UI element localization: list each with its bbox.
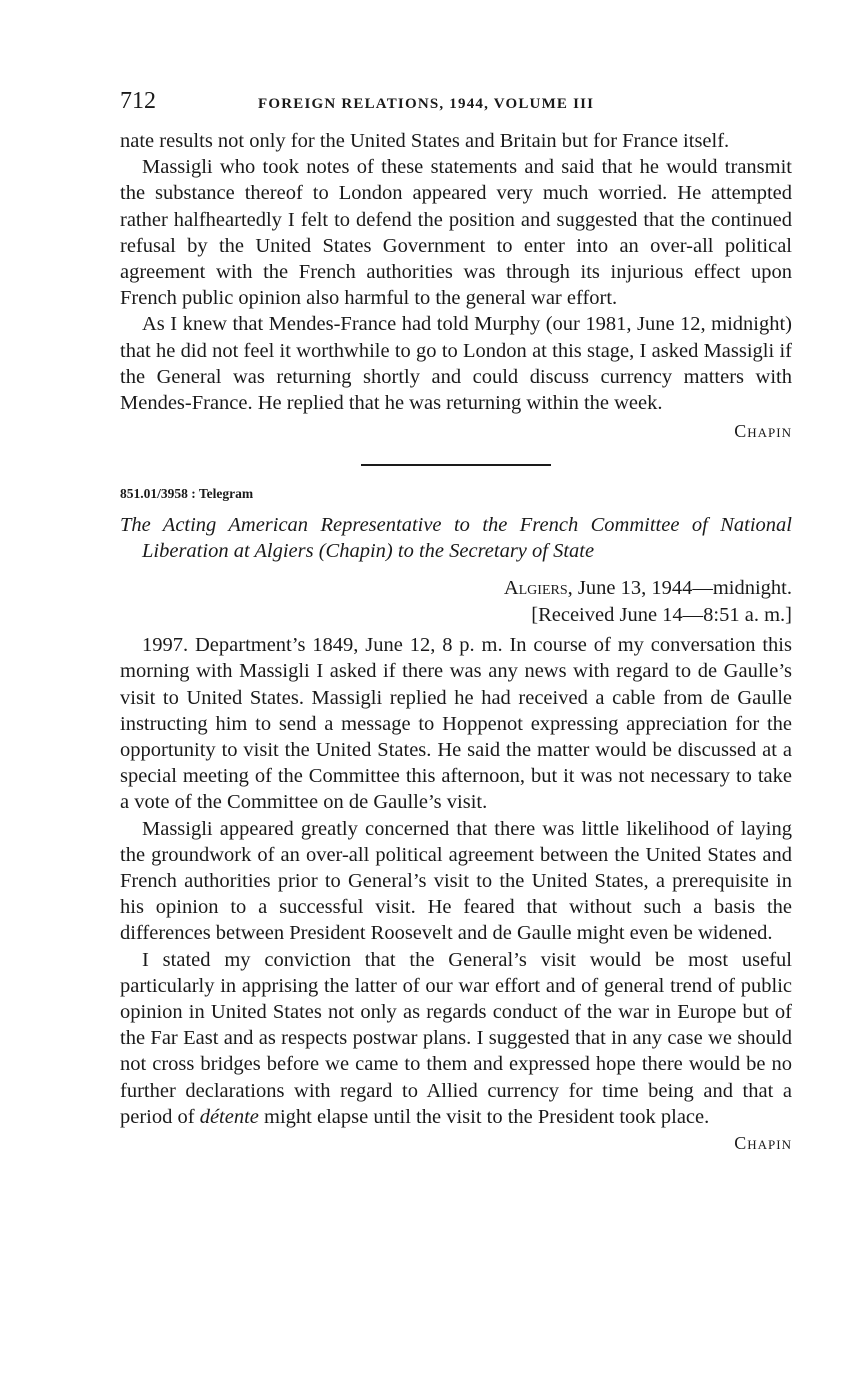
place-date-line bbox=[120, 575, 792, 602]
document-page bbox=[120, 88, 792, 1156]
conviction-text-start: I stated my conviction that the General’s visit would be most useful particularly in apprising the latter of our war effort and of general trend of public opinion in United States not only as regards conduct of the war in Europe but of the Far East and as respects postwar plans. I suggested that in any case we should not cross bridges before we came to them and expressed hope there would be no further declarations with regard to Allied currency for time being and that a period of bbox=[120, 948, 792, 1128]
paragraph-1997: 1997. Department’s 1849, June 12, 8 p. m. In course of my conversation this morning with Massigli I asked if there was any news with regard to de Gaulle’s visit to United States. Massigli replied he had received a cable from de Gaulle instructing him to send a message to Hoppenot expressing appreciation for the opportunity to visit the United States. He said the matter would be discussed at a special meeting of the Committee this afternoon, but it was not necessary to take a vote of the Committee on de Gaulle’s visit. bbox=[120, 634, 792, 814]
section-divider bbox=[361, 464, 551, 466]
detente-term: détente bbox=[199, 1105, 259, 1128]
running-title: FOREIGN RELATIONS, 1944, VOLUME III bbox=[258, 96, 595, 112]
document-title: The Acting American Representative to the French Committee of National Liberation at Algiers (Chapin) to the Secretary of State bbox=[120, 514, 792, 562]
file-reference: 851.01/3958 : Telegram bbox=[120, 486, 254, 502]
signature-chapin-1: Chapin bbox=[734, 421, 792, 442]
place: Algiers, bbox=[503, 577, 573, 600]
signature-chapin-2: Chapin bbox=[734, 1133, 792, 1154]
dateline bbox=[120, 575, 792, 628]
paragraph-massigli-notes: Massigli who took notes of these statements and said that he would transmit the substance thereof to London appeared very much worried. He attempted rather halfheartedly I felt to defend the position and suggested that the continued refusal by the United States Government to enter into an over-all political agreement with the French authorities was through its injurious effect upon French public opinion also harmful to the general war effort. bbox=[120, 156, 792, 310]
continuation-paragraph: nate results not only for the United States and Britain but for France itself. bbox=[120, 130, 730, 152]
running-header bbox=[120, 88, 792, 128]
paragraph-mendes-france: As I knew that Mendes-France had told Murphy (our 1981, June 12, midnight) that he did not feel it worthwhile to go to London at this stage, I asked Massigli if the General was returning shortly and could discuss currency matters with Mendes-France. He replied that he was returning within the week. bbox=[120, 313, 792, 415]
page-number: 712 bbox=[120, 88, 156, 114]
paragraph-conviction bbox=[120, 947, 792, 1130]
date: June 13, 1944—midnight. bbox=[572, 577, 792, 600]
received-line: [Received June 14—8:51 a. m.] bbox=[531, 603, 792, 626]
conviction-text-end: might elapse until the visit to the President took place. bbox=[258, 1105, 710, 1128]
paragraph-massigli-concerned: Massigli appeared greatly concerned that there was little likelihood of laying the groundwork of an over-all political agreement between the United States and French authorities prior to General’s visit to the United States, a prerequisite in his opinion to a successful visit. He feared that without such a basis the differences between President Roosevelt and de Gaulle might even be widened. bbox=[120, 817, 792, 945]
